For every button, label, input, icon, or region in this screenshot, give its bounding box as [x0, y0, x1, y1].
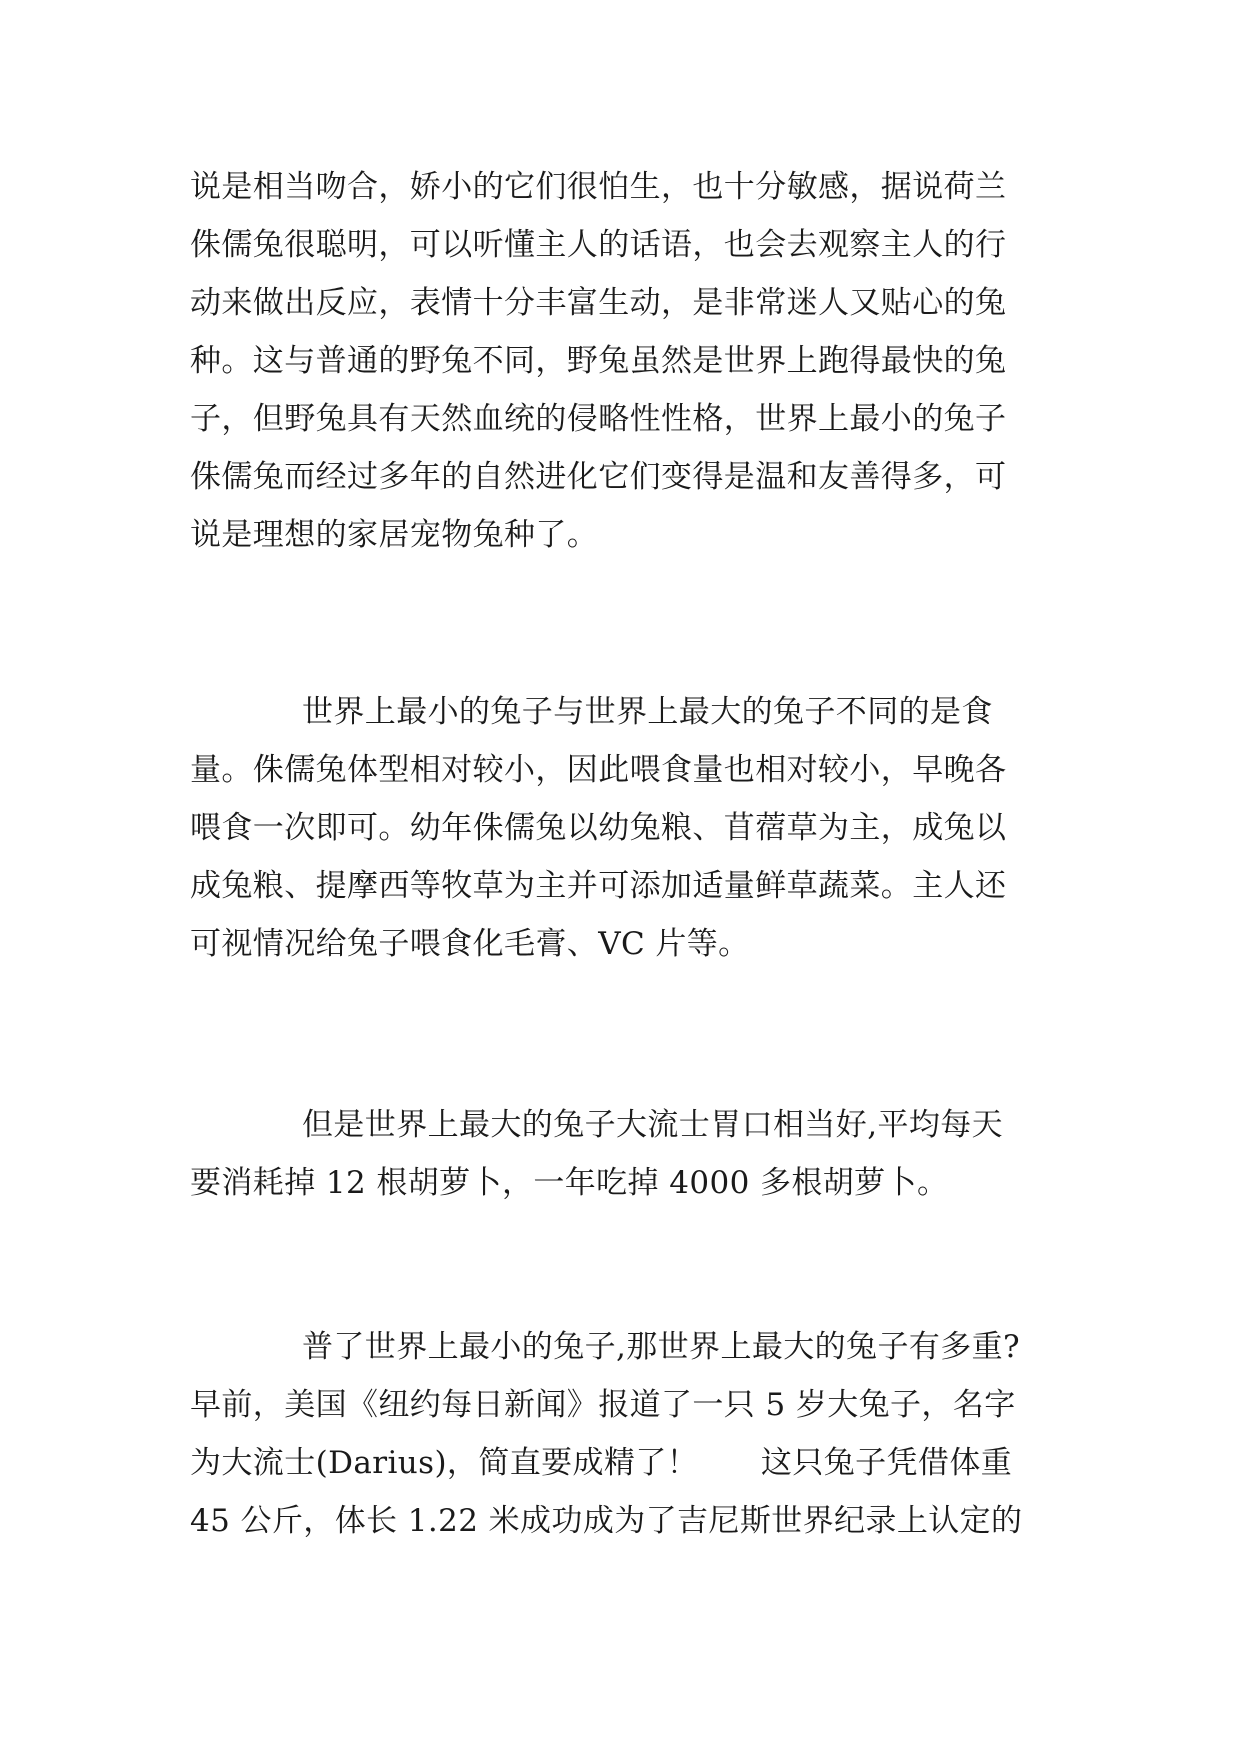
paragraph-darius-appetite [190, 1096, 1060, 1212]
text-line: 早前，美国《纽约每日新闻》报道了一只 5 岁大兔子，名字 [190, 1387, 1016, 1423]
text-line: 普了世界上最小的兔子,那世界上最大的兔子有多重? [302, 1329, 1021, 1365]
text-line: 为大流士(Darius)，简直要成精了！ 这只兔子凭借体重 [190, 1445, 1013, 1481]
text-line: 种。这与普通的野兔不同，野兔虽然是世界上跑得最快的兔 [190, 343, 1007, 379]
text-line: 但是世界上最大的兔子大流士胃口相当好,平均每天 [302, 1107, 1004, 1143]
paragraph-dwarf-rabbit-temperament [190, 158, 1060, 564]
text-line: 要消耗掉 12 根胡萝卜，一年吃掉 4000 多根胡萝卜。 [190, 1165, 949, 1201]
text-line: 成兔粮、提摩西等牧草为主并可添加适量鲜草蔬菜。主人还 [190, 868, 1007, 904]
text-line: 侏儒兔而经过多年的自然进化它们变得是温和友善得多，可 [190, 459, 1007, 495]
text-line: 世界上最小的兔子与世界上最大的兔子不同的是食 [302, 694, 993, 730]
text-line: 子，但野兔具有天然血统的侵略性性格，世界上最小的兔子 [190, 401, 1007, 437]
text-line: 可视情况给兔子喂食化毛膏、VC 片等。 [190, 926, 750, 962]
text-line: 动来做出反应，表情十分丰富生动，是非常迷人又贴心的兔 [190, 285, 1007, 321]
text-line: 侏儒兔很聪明，可以听懂主人的话语，也会去观察主人的行 [190, 227, 1007, 263]
paragraph-feeding [190, 683, 1060, 973]
text-line: 喂食一次即可。幼年侏儒兔以幼兔粮、苜蓿草为主，成兔以 [190, 810, 1007, 846]
text-line: 45 公斤，体长 1.22 米成功成为了吉尼斯世界纪录上认定的 [190, 1503, 1023, 1539]
paragraph-largest-rabbit [190, 1318, 1060, 1550]
text-line: 量。侏儒兔体型相对较小，因此喂食量也相对较小，早晚各 [190, 752, 1007, 788]
text-line: 说是相当吻合，娇小的它们很怕生，也十分敏感，据说荷兰 [190, 169, 1007, 205]
text-line: 说是理想的家居宠物兔种了。 [190, 517, 599, 553]
